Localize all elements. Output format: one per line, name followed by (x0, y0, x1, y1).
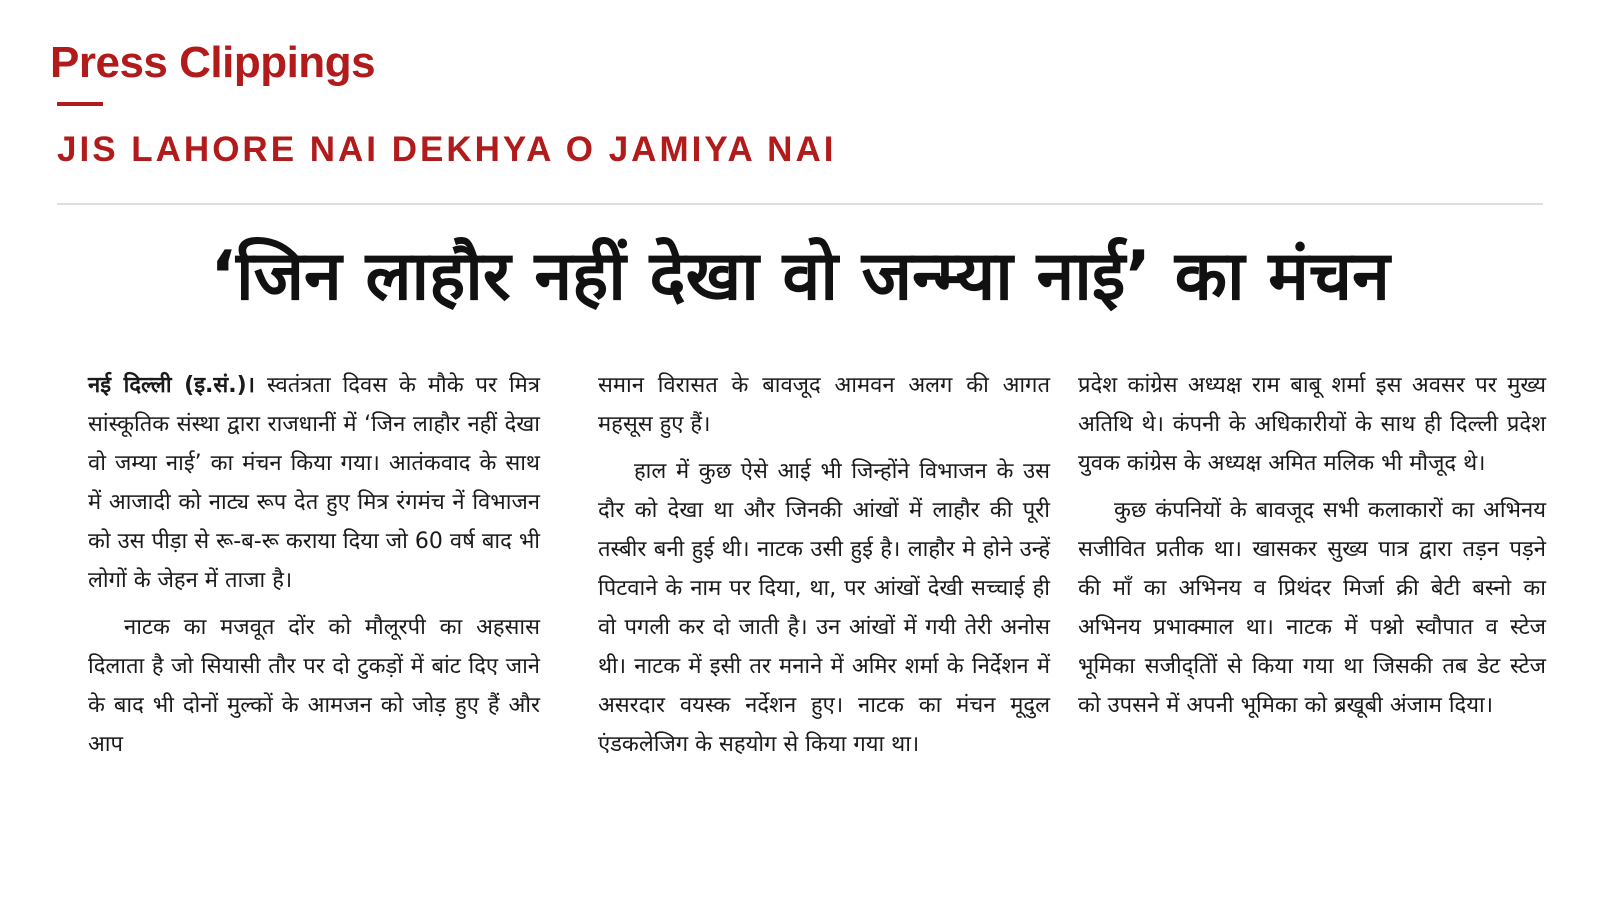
article-paragraph (88, 366, 540, 600)
article-paragraph: नाटक का मजवूत दोंर को मौलूरपी का अहसास दिलाता है जो सियासी तौर पर दो टुकड़ों में बांट दिए जाने के बाद भी दोनों मुल्कों के आमजन को जोड़ हुए हैं और आप (88, 615, 540, 757)
article-paragraph: समान विरासत के बावजूद आमवन अलग की आगत महसूस हुए हैं। (598, 373, 1050, 437)
article-paragraph: प्रदेश कांग्रेस अध्यक्ष राम बाबू शर्मा इस अवसर पर मुख्य अतिथि थे। कंपनी के अधिकारीयों के साथ ही दिल्ली प्रदेश युवक कांग्रेस के अध्यक्ष अमित मलिक भी मौजूद थे। (1078, 373, 1546, 476)
article-column-3 (1078, 366, 1546, 733)
article-kicker: JIS LAHORE NAI DEKHYA O JAMIYA NAI (57, 130, 837, 169)
article-column-1 (88, 366, 540, 772)
article-column-2 (598, 366, 1050, 772)
paragraph-text: स्वतंत्रता दिवस के मौके पर मित्र सांस्कूतिक संस्था द्वारा राजधानीं में ‘जिन लाहौर नहीं देखा वो जम्या नाई’ का मंचन किया गया। आतंकवाद के साथ में आजादी को नाट्य रूप देत हुए मित्र रंगमंच नें विभाजन को उस पीड़ा से रू-ब-रू कराया दिया जो 60 वर्ष बाद भी लोगों के जेहन में ताजा है। (88, 373, 540, 593)
section-title: Press Clippings (50, 38, 376, 87)
article-paragraph: हाल में कुछ ऐसे आई भी जिन्होंने विभाजन के उस दौर को देखा था और जिनकी आंखों में लाहौर की पूरी तस्बीर बनी हुई थी। नाटक उसी हुई है। लाहौर मे होने उन्हें पिटवाने के नाम पर दिया, था, पर आंखों देखी सच्चाई ही वो पगली कर दो जाती है। उन आंखों में गयी तेरी अनोस थी। नाटक में इसी तर मनाने में अमिर शर्मा के निर्देशन में असरदार वयस्क नर्देशन हुए। नाटक का मंचन मूदुल एंडकलेजिग के सहयोग से किया गया था। (598, 459, 1050, 757)
article-paragraph: कुछ कंपनियों के बावजूद सभी कलाकारों का अभिनय सजीवित प्रतीक था। खासकर सुख्य पात्र द्वारा तड़न पड़ने की माँ का अभिनय व प्रिथंदर मिर्जा क्री बेटी बस्नो का अभिनय प्रभाक्माल था। नाटक में पश्नो स्वौपात व स्टेज भूमिका सजीद्तिों से किया गया था जिसकी तब डेट स्टेज को उपसने में अपनी भूमिका को ब्रखूबी अंजाम दिया। (1078, 498, 1546, 718)
article-headline: ‘जिन लाहौर नहीं देखा वो जन्म्या नाई’ का मंचन (210, 237, 1390, 316)
accent-bar (57, 102, 103, 106)
article-body (88, 366, 1546, 881)
divider-rule (57, 203, 1543, 205)
dateline: नई दिल्ली (इ.सं.)। (88, 373, 255, 398)
